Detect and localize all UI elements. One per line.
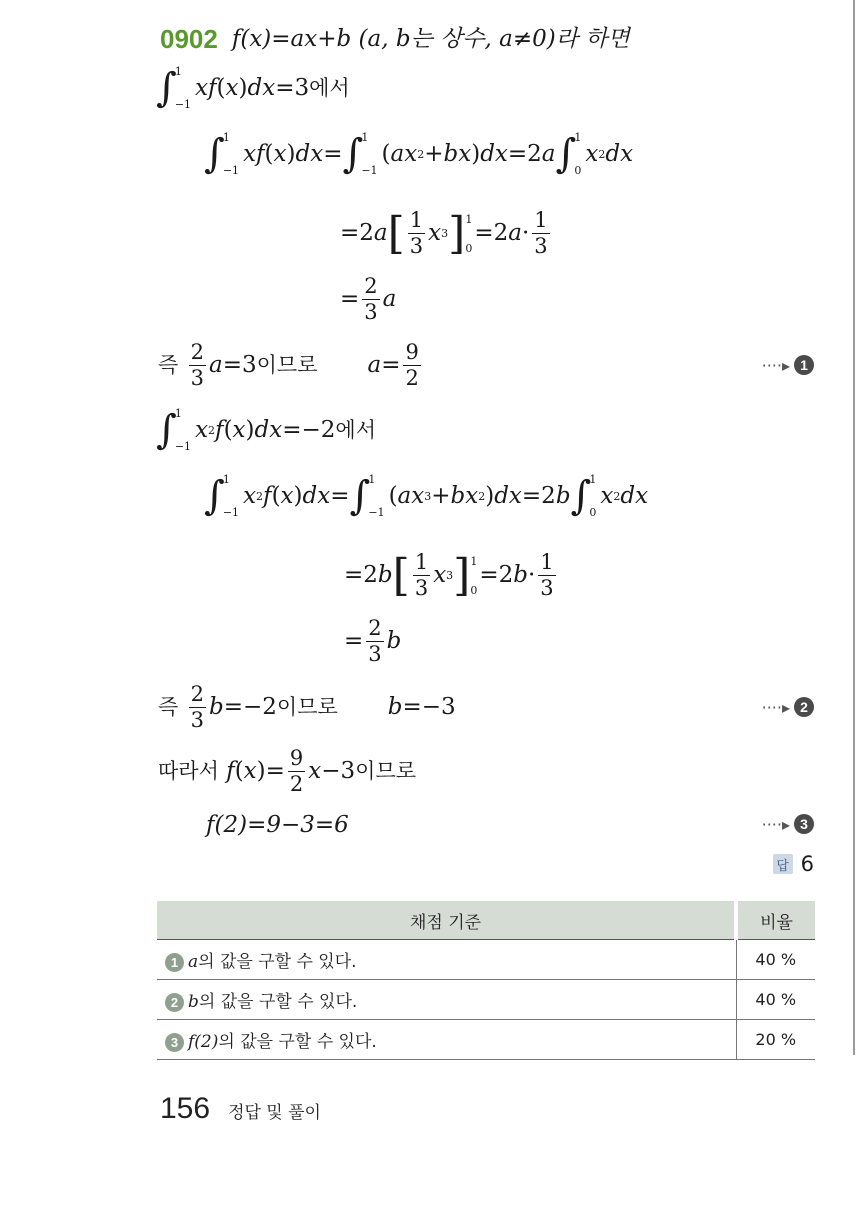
step-1-line: 즉 $\frac{2}{3}$ a =3 이므로 a = $\frac{9}{2}$ [158, 340, 419, 390]
step-2-line: 즉 $\frac{2}{3}$ b =−2 이므로 b =−3 [158, 682, 456, 732]
final-value-line [206, 814, 349, 837]
header-criteria: 채점 기준 [157, 901, 736, 940]
problem-statement: f(x)=ax+b (a, b는 상수, a≠0)라 하면 [231, 25, 630, 52]
page-footer [160, 1092, 321, 1126]
footer-title: 정답 및 풀이 [228, 1103, 321, 1123]
connector: 즉 [158, 353, 179, 377]
answer-label-icon: 답 [773, 854, 793, 874]
page-number: 156 [160, 1092, 211, 1125]
condition-1: ∫ 1 −1 xf ( x ) dx =3 에서 [156, 65, 350, 111]
step-marker-2: ····▸ 2 [762, 697, 814, 717]
table-header-row [157, 901, 815, 940]
calc-b-line-2: =2 b [ $\frac{1}{3}$ x 3 ] 1 0 =2 b · $\frac{1}{3}$ [344, 549, 554, 601]
condition-2-suffix: 에서 [335, 417, 376, 442]
condition-1-suffix: 에서 [309, 75, 350, 100]
calc-a-line-2: =2 a [ $\frac{1}{3}$ x 3 ] 1 0 =2 a · $\frac{1}{3}$ [340, 207, 548, 259]
calc-b-line-1: ∫ 1 −1 x 2 f ( x ) dx = ∫ 1 −1 ( ax 3 + bx 2 ) dx =2 b ∫ 1 0 x 2 dx [204, 473, 649, 519]
problem-header [160, 26, 630, 52]
table-row: 1 a의 값을 구할 수 있다. 40 % [157, 940, 815, 980]
problem-number: 0902 [160, 24, 218, 54]
final-value: f(2)=9−3=6 [206, 812, 349, 838]
calc-b-line-3: = $\frac{2}{3}$ b [344, 616, 402, 666]
table-row: 2 b의 값을 구할 수 있다. 40 % [157, 980, 815, 1020]
calc-a-line-3: = $\frac{2}{3}$ a [340, 274, 397, 324]
answer-value: 6 [800, 852, 814, 876]
final-suffix: 이므로 [355, 759, 417, 783]
answer [773, 852, 814, 876]
integral-sign: ∫ 1 −1 [156, 65, 192, 111]
step-marker-3: ····▸ 3 [762, 814, 814, 834]
grading-table [157, 901, 815, 1060]
header-ratio: 비율 [736, 901, 815, 940]
step-2-conclusion: 이므로 [276, 695, 338, 719]
calc-a-line-1: ∫ 1 −1 xf ( x ) dx = ∫ 1 −1 ( ax 2 + bx ) dx =2 a ∫ 1 0 x 2 dx [204, 131, 634, 177]
condition-2: ∫ 1 −1 x 2 f ( x ) dx =−2 에서 [156, 407, 376, 453]
step-marker-1: ····▸ 1 [762, 355, 814, 375]
page-edge-line [853, 0, 855, 1055]
final-prefix: 따라서 [158, 759, 219, 783]
table-row: 3 f(2)의 값을 구할 수 있다. 20 % [157, 1020, 815, 1060]
final-function-line: 따라서 f ( x )= $\frac{9}{2}$ x −3 이므로 [158, 746, 417, 796]
step-1-conclusion: 이므로 [256, 353, 318, 377]
